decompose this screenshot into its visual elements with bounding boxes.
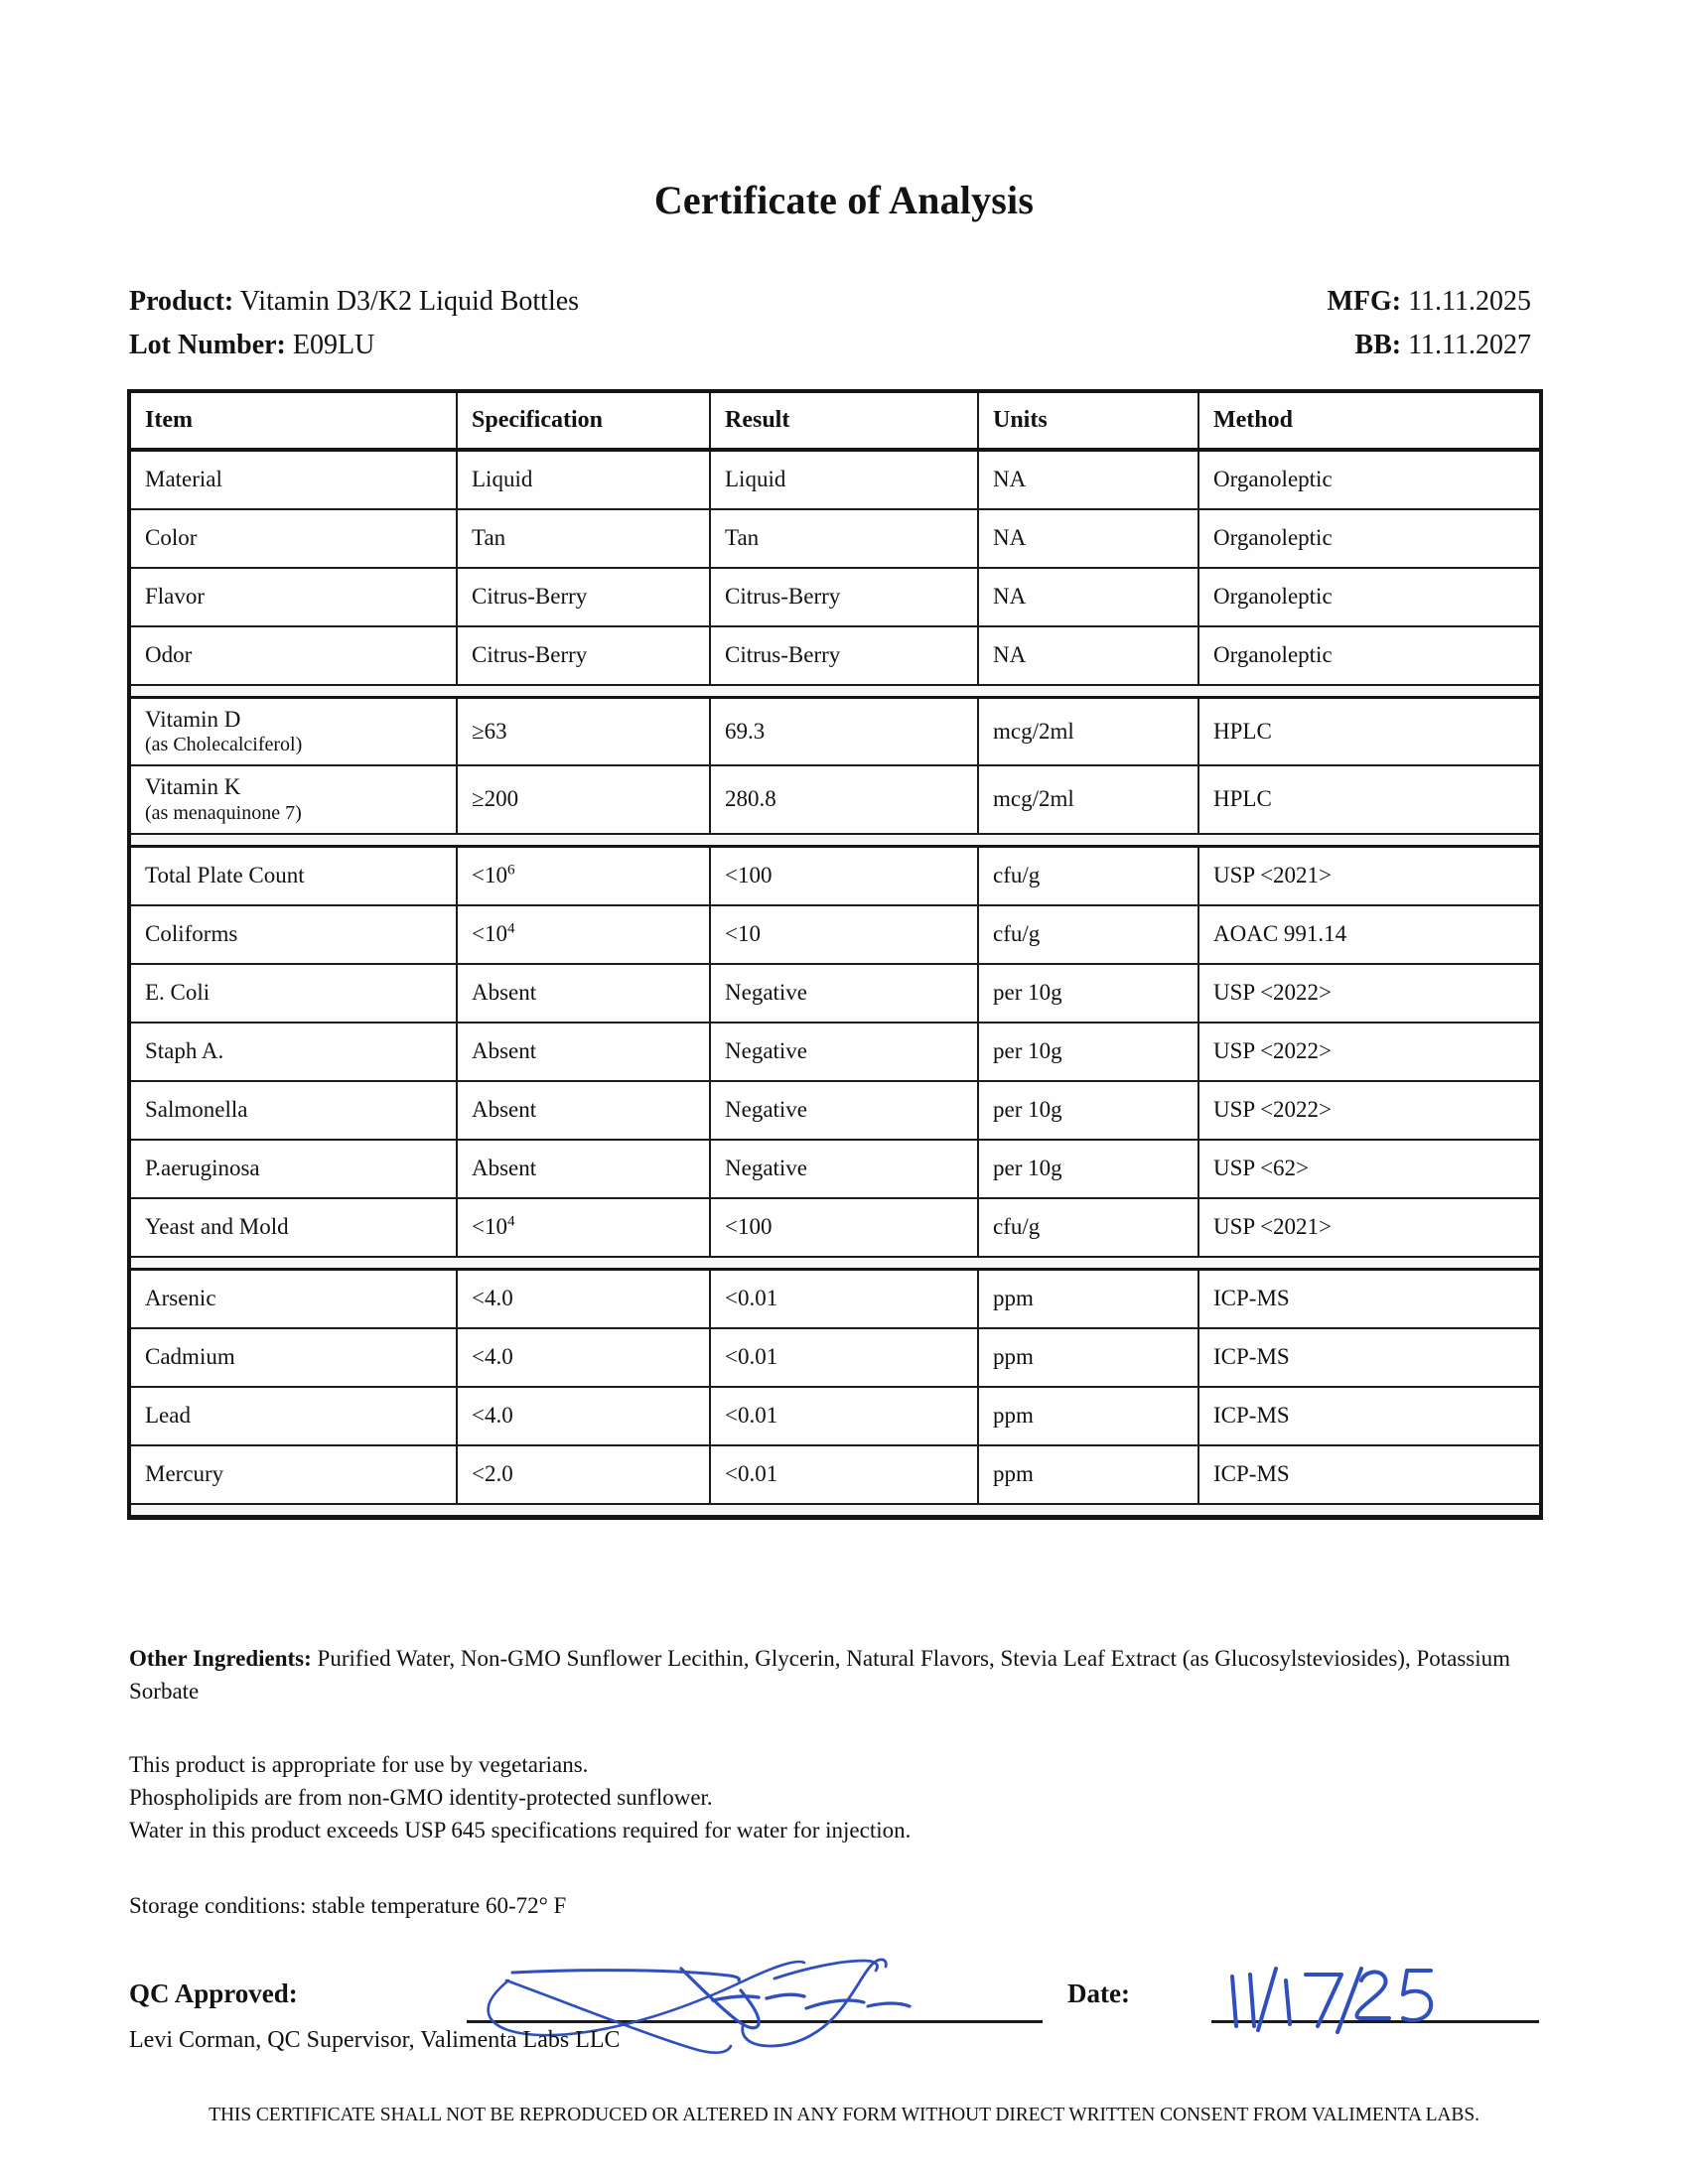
page-title: Certificate of Analysis bbox=[653, 178, 1035, 222]
cell-item: Lead bbox=[129, 1387, 457, 1445]
product-value: Vitamin D3/K2 Liquid Bottles bbox=[239, 286, 580, 317]
statement-phospholipids: Phospholipids are from non-GMO identity-protected sunflower. bbox=[129, 1784, 713, 1810]
cell-units: per 10g bbox=[978, 964, 1198, 1023]
cell-result: 280.8 bbox=[710, 765, 978, 833]
table-row bbox=[129, 1387, 1541, 1445]
cell-units: NA bbox=[978, 626, 1198, 685]
table-row bbox=[129, 765, 1541, 833]
cell-item: Staph A. bbox=[129, 1023, 457, 1081]
table-row bbox=[129, 1140, 1541, 1198]
header-meta bbox=[129, 286, 1539, 373]
header-row-product bbox=[129, 286, 1539, 318]
cell-specification: <4.0 bbox=[457, 1387, 710, 1445]
table-row bbox=[129, 846, 1541, 905]
cell-result: <0.01 bbox=[710, 1328, 978, 1387]
cell-method: Organoleptic bbox=[1198, 626, 1541, 685]
cell-result: 69.3 bbox=[710, 698, 978, 766]
statement-vegetarian: This product is appropriate for use by vegetarians. bbox=[129, 1752, 589, 1778]
product-label: Product: bbox=[129, 286, 234, 317]
cell-result: <0.01 bbox=[710, 1387, 978, 1445]
table-row bbox=[129, 1081, 1541, 1140]
section-separator bbox=[129, 1257, 1541, 1270]
signature-rule bbox=[467, 2020, 1043, 2023]
date-rule bbox=[1211, 2020, 1539, 2023]
cell-specification: Absent bbox=[457, 1023, 710, 1081]
spec-exponent: 4 bbox=[506, 919, 515, 937]
legal-disclaimer: THIS CERTIFICATE SHALL NOT BE REPRODUCED OR ALTERED IN ANY FORM WITHOUT DIRECT WRITTEN CONSENT FROM VALIMENTA LABS. bbox=[209, 2105, 1479, 2125]
table-row bbox=[129, 626, 1541, 685]
cell-method: USP <2021> bbox=[1198, 846, 1541, 905]
cell-units: ppm bbox=[978, 1445, 1198, 1504]
cell-method: ICP-MS bbox=[1198, 1269, 1541, 1328]
table-row bbox=[129, 1445, 1541, 1504]
cell-specification: Citrus-Berry bbox=[457, 626, 710, 685]
cell-specification: <4.0 bbox=[457, 1269, 710, 1328]
cell-method: HPLC bbox=[1198, 698, 1541, 766]
cell-units: mcg/2ml bbox=[978, 698, 1198, 766]
table-header-row bbox=[129, 391, 1541, 450]
other-ingredients-value: Purified Water, Non-GMO Sunflower Lecithin, Glycerin, Natural Flavors, Stevia Leaf Extract (as Glucosylsteviosides), Potassium Sorbate bbox=[129, 1646, 1511, 1704]
item-subtitle: (as menaquinone 7) bbox=[145, 801, 302, 824]
cell-method: USP <62> bbox=[1198, 1140, 1541, 1198]
cell-specification: Tan bbox=[457, 509, 710, 568]
cell-result: <100 bbox=[710, 1198, 978, 1257]
cell-units: NA bbox=[978, 450, 1198, 509]
table-row bbox=[129, 905, 1541, 964]
item-name: Vitamin D bbox=[145, 707, 241, 732]
table-row bbox=[129, 568, 1541, 626]
cell-method: ICP-MS bbox=[1198, 1445, 1541, 1504]
column-header-result: Result bbox=[710, 391, 978, 450]
cell-item: Arsenic bbox=[129, 1269, 457, 1328]
cell-method: USP <2021> bbox=[1198, 1198, 1541, 1257]
cell-item: Color bbox=[129, 509, 457, 568]
cell-item bbox=[129, 765, 457, 833]
cell-result: Citrus-Berry bbox=[710, 626, 978, 685]
cell-item: P.aeruginosa bbox=[129, 1140, 457, 1198]
section-separator bbox=[129, 834, 1541, 847]
cell-units: ppm bbox=[978, 1269, 1198, 1328]
cell-method: Organoleptic bbox=[1198, 568, 1541, 626]
cell-method: Organoleptic bbox=[1198, 450, 1541, 509]
table-row bbox=[129, 1198, 1541, 1257]
cell-item: Coliforms bbox=[129, 905, 457, 964]
bb-label: BB: bbox=[1354, 330, 1402, 360]
table-row bbox=[129, 509, 1541, 568]
product-field bbox=[129, 286, 579, 318]
analysis-table bbox=[127, 389, 1543, 1520]
cell-specification: $<10^4$ bbox=[457, 1198, 710, 1257]
cell-specification: Liquid bbox=[457, 450, 710, 509]
cell-specification: Absent bbox=[457, 1140, 710, 1198]
cell-item: Material bbox=[129, 450, 457, 509]
cell-method: USP <2022> bbox=[1198, 1081, 1541, 1140]
cell-method: Organoleptic bbox=[1198, 509, 1541, 568]
item-name: Vitamin K bbox=[145, 774, 241, 800]
cell-result: Tan bbox=[710, 509, 978, 568]
cell-item: Odor bbox=[129, 626, 457, 685]
cell-result: Liquid bbox=[710, 450, 978, 509]
column-header-units: Units bbox=[978, 391, 1198, 450]
table-row bbox=[129, 450, 1541, 509]
mfg-label: MFG: bbox=[1327, 286, 1402, 317]
cell-item: Total Plate Count bbox=[129, 846, 457, 905]
cell-item bbox=[129, 698, 457, 766]
signer-name: Levi Corman, QC Supervisor, Valimenta Labs LLC bbox=[129, 2027, 621, 2053]
cell-item: Salmonella bbox=[129, 1081, 457, 1140]
cell-specification: $<10^4$ bbox=[457, 905, 710, 964]
table-row bbox=[129, 1328, 1541, 1387]
product-statements bbox=[129, 1749, 1539, 1846]
cell-method: HPLC bbox=[1198, 765, 1541, 833]
lot-field bbox=[129, 330, 374, 361]
cell-specification: Absent bbox=[457, 1081, 710, 1140]
item-subtitle: (as Cholecalciferol) bbox=[145, 734, 303, 756]
cell-specification: <4.0 bbox=[457, 1328, 710, 1387]
section-separator-band bbox=[129, 834, 1541, 847]
date-handwritten-value bbox=[1206, 1941, 1504, 2060]
section-separator-band bbox=[129, 1257, 1541, 1270]
cell-method: ICP-MS bbox=[1198, 1387, 1541, 1445]
table-header bbox=[129, 391, 1541, 450]
cell-units: cfu/g bbox=[978, 846, 1198, 905]
cell-method: AOAC 991.14 bbox=[1198, 905, 1541, 964]
cell-units: NA bbox=[978, 568, 1198, 626]
column-header-method: Method bbox=[1198, 391, 1541, 450]
section-separator-band bbox=[129, 1504, 1541, 1518]
spec-exponent: 6 bbox=[506, 861, 515, 879]
spec-exponent: 4 bbox=[506, 1212, 515, 1230]
header-row-lot bbox=[129, 330, 1539, 361]
other-ingredients bbox=[129, 1643, 1539, 1707]
cell-result: Citrus-Berry bbox=[710, 568, 978, 626]
cell-units: per 10g bbox=[978, 1023, 1198, 1081]
cell-result: <100 bbox=[710, 846, 978, 905]
cell-units: cfu/g bbox=[978, 1198, 1198, 1257]
notes-section bbox=[129, 1643, 1539, 1923]
cell-method: USP <2022> bbox=[1198, 1023, 1541, 1081]
lot-label: Lot Number: bbox=[129, 330, 286, 360]
cell-item: Yeast and Mold bbox=[129, 1198, 457, 1257]
storage-conditions: Storage conditions: stable temperature 60-72° F bbox=[129, 1893, 567, 1919]
cell-specification: Citrus-Berry bbox=[457, 568, 710, 626]
lot-value: E09LU bbox=[292, 330, 375, 360]
statement-water: Water in this product exceeds USP 645 specifications required for water for injection. bbox=[129, 1817, 912, 1843]
mfg-value: 11.11.2025 bbox=[1408, 286, 1531, 317]
cell-units: per 10g bbox=[978, 1081, 1198, 1140]
cell-result: Negative bbox=[710, 1140, 978, 1198]
signature-section bbox=[129, 1961, 1539, 2090]
cell-specification: $<10^6$ bbox=[457, 846, 710, 905]
cell-result: Negative bbox=[710, 1023, 978, 1081]
cell-units: per 10g bbox=[978, 1140, 1198, 1198]
cell-specification: Absent bbox=[457, 964, 710, 1023]
column-header-item: Item bbox=[129, 391, 457, 450]
table-row bbox=[129, 1023, 1541, 1081]
cell-item: Mercury bbox=[129, 1445, 457, 1504]
bb-value: 11.11.2027 bbox=[1408, 330, 1531, 360]
cell-specification: ≥200 bbox=[457, 765, 710, 833]
mfg-field bbox=[1327, 286, 1539, 318]
cell-specification: <2.0 bbox=[457, 1445, 710, 1504]
bb-field bbox=[1354, 330, 1539, 361]
other-ingredients-label: Other Ingredients: bbox=[129, 1646, 312, 1671]
cell-result: <0.01 bbox=[710, 1269, 978, 1328]
cell-method: ICP-MS bbox=[1198, 1328, 1541, 1387]
section-separator bbox=[129, 1504, 1541, 1518]
cell-result: Negative bbox=[710, 1081, 978, 1140]
cell-result: <0.01 bbox=[710, 1445, 978, 1504]
table-body bbox=[129, 450, 1541, 1517]
cell-units: ppm bbox=[978, 1328, 1198, 1387]
cell-result: Negative bbox=[710, 964, 978, 1023]
cell-item: E. Coli bbox=[129, 964, 457, 1023]
section-separator bbox=[129, 685, 1541, 698]
cell-item: Cadmium bbox=[129, 1328, 457, 1387]
table-row bbox=[129, 1269, 1541, 1328]
table-row bbox=[129, 964, 1541, 1023]
cell-units: NA bbox=[978, 509, 1198, 568]
cell-item: Flavor bbox=[129, 568, 457, 626]
section-separator-band bbox=[129, 685, 1541, 698]
cell-method: USP <2022> bbox=[1198, 964, 1541, 1023]
cell-units: mcg/2ml bbox=[978, 765, 1198, 833]
cell-specification: ≥63 bbox=[457, 698, 710, 766]
cell-units: cfu/g bbox=[978, 905, 1198, 964]
column-header-specification: Specification bbox=[457, 391, 710, 450]
date-label: Date: bbox=[1067, 1979, 1130, 2008]
table-row bbox=[129, 698, 1541, 766]
cell-result: <10 bbox=[710, 905, 978, 964]
cell-units: ppm bbox=[978, 1387, 1198, 1445]
qc-approved-label: QC Approved: bbox=[129, 1979, 298, 2008]
